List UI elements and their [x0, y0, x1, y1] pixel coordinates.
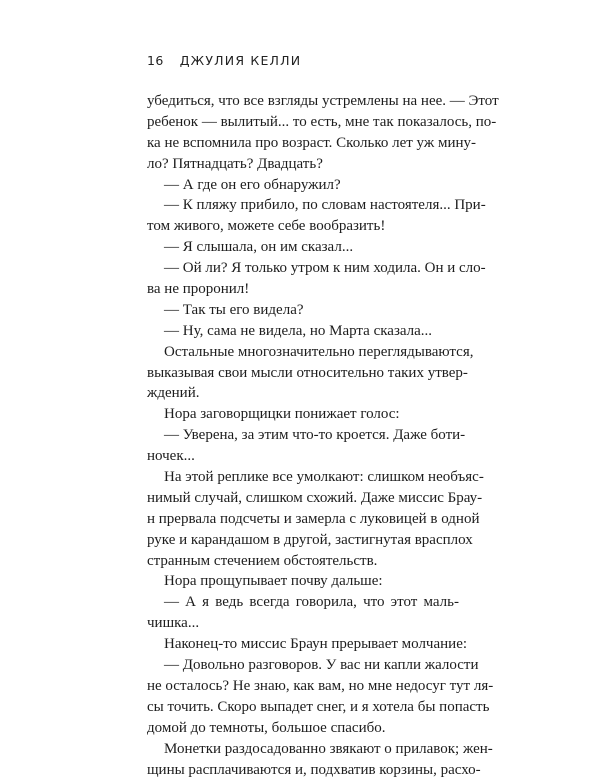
text-line: Остальные многозначительно переглядываются,	[147, 342, 459, 363]
text-line: — Ну, сама не видела, но Марта сказала...	[147, 321, 459, 342]
text-line: На этой реплике все умолкают: слишком необъяс-	[147, 467, 459, 488]
text-line: странным стечением обстоятельств.	[147, 551, 459, 572]
text-line: ночек...	[147, 446, 459, 467]
text-line: — А где он его обнаружил?	[147, 175, 459, 196]
page-number: 16	[147, 53, 164, 68]
text-line: Наконец-то миссис Браун прерывает молчание:	[147, 634, 459, 655]
text-line: — Ой ли? Я только утром к ним ходила. Он и сло-	[147, 258, 459, 279]
text-line: — К пляжу прибило, по словам настоятеля... При-	[147, 195, 459, 216]
text-line: том живого, можете себе вообразить!	[147, 216, 459, 237]
text-line: домой до темноты, большое спасибо.	[147, 718, 459, 739]
text-line: — Так ты его видела?	[147, 300, 459, 321]
body-text	[147, 91, 459, 780]
text-line: Нора заговорщицки понижает голос:	[147, 404, 459, 425]
author-name: ДЖУЛИЯ КЕЛЛИ	[180, 53, 302, 68]
text-line: щины расплачиваются и, подхватив корзины, расхо-	[147, 760, 459, 780]
text-line: ка не вспомнила про возраст. Сколько лет уж мину-	[147, 133, 459, 154]
running-head	[147, 53, 301, 68]
text-line: убедиться, что все взгляды устремлены на нее. — Этот	[147, 91, 459, 112]
text-line: — А я ведь всегда говорила, что этот маль-	[147, 592, 459, 613]
text-line: Нора прощупывает почву дальше:	[147, 571, 459, 592]
text-line: — Довольно разговоров. У вас ни капли жалости	[147, 655, 459, 676]
text-line: не осталось? Не знаю, как вам, но мне недосуг тут ля-	[147, 676, 459, 697]
text-line: — Уверена, за этим что-то кроется. Даже боти-	[147, 425, 459, 446]
text-line: ребенок — вылитый... то есть, мне так показалось, по-	[147, 112, 459, 133]
text-line: руке и карандашом в другой, застигнутая врасплох	[147, 530, 459, 551]
text-line: ва не проронил!	[147, 279, 459, 300]
text-line: Монетки раздосадованно звякают о прилавок; жен-	[147, 739, 459, 760]
text-line: ло? Пятнадцать? Двадцать?	[147, 154, 459, 175]
text-line: ждений.	[147, 383, 459, 404]
text-line: нимый случай, слишком схожий. Даже миссис Брау-	[147, 488, 459, 509]
text-line: выказывая свои мысли относительно таких утвер-	[147, 363, 459, 384]
text-line: — Я слышала, он им сказал...	[147, 237, 459, 258]
text-line: н прервала подсчеты и замерла с луковицей в одной	[147, 509, 459, 530]
text-line: сы точить. Скоро выпадет снег, и я хотела бы попасть	[147, 697, 459, 718]
text-line: чишка...	[147, 613, 459, 634]
